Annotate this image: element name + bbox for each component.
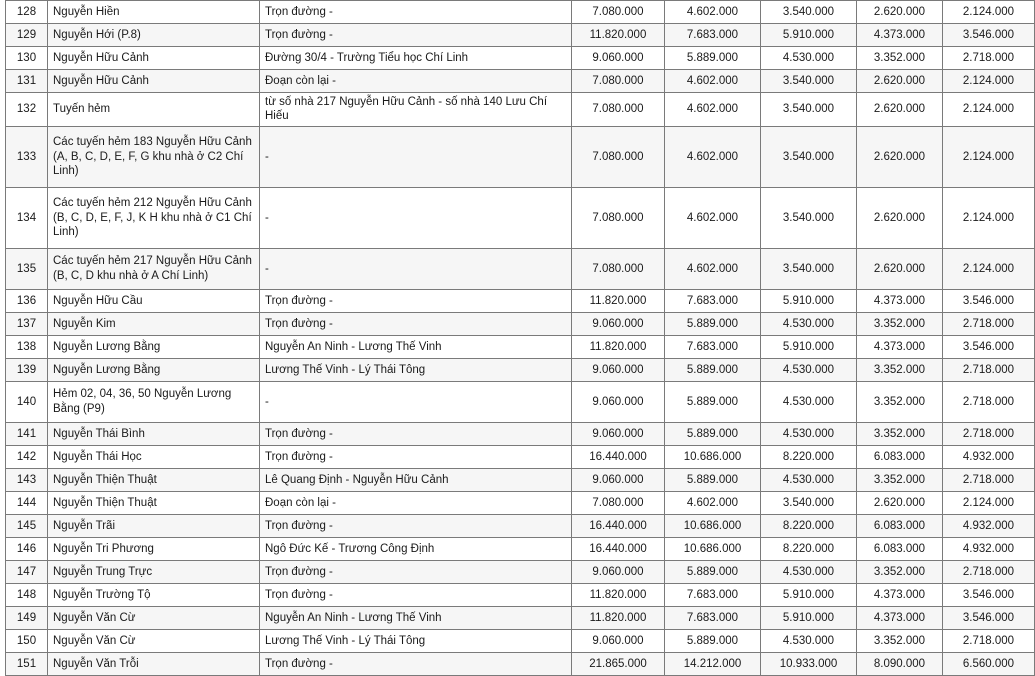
cell-price-position-5: 2.124.000 bbox=[943, 1, 1035, 24]
cell-price-position-2: 7.683.000 bbox=[665, 606, 761, 629]
cell-segment: - bbox=[260, 381, 572, 422]
cell-stt: 145 bbox=[6, 514, 48, 537]
cell-price-position-3: 3.540.000 bbox=[761, 93, 857, 127]
cell-price-position-5: 3.546.000 bbox=[943, 583, 1035, 606]
cell-price-position-4: 6.083.000 bbox=[857, 445, 943, 468]
cell-stt: 151 bbox=[6, 652, 48, 675]
table-row bbox=[6, 248, 1035, 289]
cell-price-position-2: 4.602.000 bbox=[665, 93, 761, 127]
cell-price-position-2: 5.889.000 bbox=[665, 47, 761, 70]
cell-price-position-4: 2.620.000 bbox=[857, 248, 943, 289]
table-row bbox=[6, 70, 1035, 93]
cell-segment: Ngô Đức Kế - Trương Công Định bbox=[260, 537, 572, 560]
cell-street-name: Nguyễn Hữu Cảnh bbox=[48, 70, 260, 93]
cell-price-position-5: 2.718.000 bbox=[943, 381, 1035, 422]
cell-stt: 139 bbox=[6, 358, 48, 381]
cell-price-position-3: 3.540.000 bbox=[761, 126, 857, 187]
cell-price-position-5: 6.560.000 bbox=[943, 652, 1035, 675]
cell-price-position-1: 9.060.000 bbox=[572, 47, 665, 70]
cell-price-position-2: 5.889.000 bbox=[665, 468, 761, 491]
cell-segment: Nguyễn An Ninh - Lương Thế Vinh bbox=[260, 606, 572, 629]
cell-price-position-1: 21.865.000 bbox=[572, 652, 665, 675]
cell-stt: 147 bbox=[6, 560, 48, 583]
cell-price-position-1: 11.820.000 bbox=[572, 24, 665, 47]
cell-stt: 146 bbox=[6, 537, 48, 560]
cell-price-position-1: 7.080.000 bbox=[572, 93, 665, 127]
cell-segment: Đoạn còn lại - bbox=[260, 70, 572, 93]
cell-street-name: Nguyễn Hữu Cầu bbox=[48, 289, 260, 312]
table-row bbox=[6, 289, 1035, 312]
table-body bbox=[6, 1, 1035, 676]
cell-segment: Trọn đường - bbox=[260, 583, 572, 606]
cell-price-position-1: 7.080.000 bbox=[572, 70, 665, 93]
cell-price-position-5: 2.718.000 bbox=[943, 468, 1035, 491]
cell-price-position-5: 4.932.000 bbox=[943, 514, 1035, 537]
table-row bbox=[6, 47, 1035, 70]
cell-price-position-2: 5.889.000 bbox=[665, 560, 761, 583]
cell-price-position-3: 5.910.000 bbox=[761, 606, 857, 629]
cell-stt: 143 bbox=[6, 468, 48, 491]
cell-street-name: Nguyễn Tri Phương bbox=[48, 537, 260, 560]
cell-segment: từ số nhà 217 Nguyễn Hữu Cảnh - số nhà 140 Lưu Chí Hiếu bbox=[260, 93, 572, 127]
cell-segment: - bbox=[260, 248, 572, 289]
cell-price-position-4: 3.352.000 bbox=[857, 560, 943, 583]
cell-price-position-1: 7.080.000 bbox=[572, 491, 665, 514]
cell-price-position-4: 3.352.000 bbox=[857, 312, 943, 335]
cell-price-position-3: 3.540.000 bbox=[761, 491, 857, 514]
table-row bbox=[6, 560, 1035, 583]
cell-stt: 141 bbox=[6, 422, 48, 445]
cell-price-position-3: 5.910.000 bbox=[761, 24, 857, 47]
cell-price-position-1: 9.060.000 bbox=[572, 560, 665, 583]
cell-price-position-2: 4.602.000 bbox=[665, 491, 761, 514]
cell-price-position-4: 3.352.000 bbox=[857, 381, 943, 422]
cell-segment: Trọn đường - bbox=[260, 445, 572, 468]
cell-price-position-1: 11.820.000 bbox=[572, 583, 665, 606]
cell-price-position-3: 4.530.000 bbox=[761, 468, 857, 491]
cell-stt: 142 bbox=[6, 445, 48, 468]
cell-price-position-3: 4.530.000 bbox=[761, 358, 857, 381]
cell-segment: - bbox=[260, 187, 572, 248]
cell-price-position-1: 7.080.000 bbox=[572, 1, 665, 24]
cell-price-position-5: 2.718.000 bbox=[943, 629, 1035, 652]
cell-price-position-5: 2.124.000 bbox=[943, 248, 1035, 289]
cell-segment: Trọn đường - bbox=[260, 514, 572, 537]
cell-street-name: Nguyễn Hới (P.8) bbox=[48, 24, 260, 47]
cell-stt: 150 bbox=[6, 629, 48, 652]
cell-price-position-3: 4.530.000 bbox=[761, 47, 857, 70]
cell-stt: 148 bbox=[6, 583, 48, 606]
cell-stt: 131 bbox=[6, 70, 48, 93]
table-row bbox=[6, 24, 1035, 47]
cell-price-position-1: 11.820.000 bbox=[572, 606, 665, 629]
cell-price-position-3: 3.540.000 bbox=[761, 248, 857, 289]
cell-segment: Trọn đường - bbox=[260, 1, 572, 24]
cell-price-position-3: 4.530.000 bbox=[761, 629, 857, 652]
cell-price-position-4: 2.620.000 bbox=[857, 126, 943, 187]
cell-price-position-4: 3.352.000 bbox=[857, 422, 943, 445]
cell-price-position-4: 2.620.000 bbox=[857, 491, 943, 514]
cell-price-position-5: 2.124.000 bbox=[943, 70, 1035, 93]
cell-price-position-2: 10.686.000 bbox=[665, 537, 761, 560]
cell-street-name: Nguyễn Văn Cừ bbox=[48, 606, 260, 629]
cell-price-position-1: 9.060.000 bbox=[572, 422, 665, 445]
cell-street-name: Nguyễn Thiện Thuật bbox=[48, 468, 260, 491]
cell-street-name: Nguyễn Thái Học bbox=[48, 445, 260, 468]
cell-price-position-4: 4.373.000 bbox=[857, 335, 943, 358]
cell-segment: Đoạn còn lại - bbox=[260, 491, 572, 514]
cell-price-position-5: 2.124.000 bbox=[943, 187, 1035, 248]
cell-stt: 144 bbox=[6, 491, 48, 514]
cell-segment: Đường 30/4 - Trường Tiểu học Chí Linh bbox=[260, 47, 572, 70]
cell-street-name: Nguyễn Kim bbox=[48, 312, 260, 335]
cell-segment: Trọn đường - bbox=[260, 289, 572, 312]
cell-price-position-1: 16.440.000 bbox=[572, 537, 665, 560]
cell-price-position-3: 4.530.000 bbox=[761, 560, 857, 583]
cell-street-name: Nguyễn Hữu Cảnh bbox=[48, 47, 260, 70]
cell-price-position-3: 4.530.000 bbox=[761, 381, 857, 422]
cell-street-name: Các tuyến hẻm 212 Nguyễn Hữu Cảnh (B, C, D, E, F, J, K H khu nhà ở C1 Chí Linh) bbox=[48, 187, 260, 248]
cell-segment: Trọn đường - bbox=[260, 422, 572, 445]
cell-street-name: Hẻm 02, 04, 36, 50 Nguyễn Lương Bằng (P9) bbox=[48, 381, 260, 422]
cell-price-position-1: 7.080.000 bbox=[572, 187, 665, 248]
cell-price-position-1: 11.820.000 bbox=[572, 335, 665, 358]
cell-price-position-5: 2.718.000 bbox=[943, 312, 1035, 335]
cell-price-position-1: 9.060.000 bbox=[572, 381, 665, 422]
cell-stt: 140 bbox=[6, 381, 48, 422]
cell-stt: 129 bbox=[6, 24, 48, 47]
cell-price-position-4: 4.373.000 bbox=[857, 24, 943, 47]
cell-price-position-2: 10.686.000 bbox=[665, 445, 761, 468]
cell-stt: 138 bbox=[6, 335, 48, 358]
table-row bbox=[6, 606, 1035, 629]
cell-price-position-5: 3.546.000 bbox=[943, 606, 1035, 629]
table-row bbox=[6, 468, 1035, 491]
cell-price-position-4: 2.620.000 bbox=[857, 187, 943, 248]
cell-stt: 135 bbox=[6, 248, 48, 289]
table-row bbox=[6, 335, 1035, 358]
cell-segment: Trọn đường - bbox=[260, 24, 572, 47]
cell-price-position-1: 11.820.000 bbox=[572, 289, 665, 312]
cell-price-position-5: 2.718.000 bbox=[943, 47, 1035, 70]
table-row bbox=[6, 1, 1035, 24]
cell-stt: 134 bbox=[6, 187, 48, 248]
cell-price-position-1: 9.060.000 bbox=[572, 468, 665, 491]
cell-price-position-4: 3.352.000 bbox=[857, 468, 943, 491]
cell-street-name: Nguyễn Văn Trỗi bbox=[48, 652, 260, 675]
table-row bbox=[6, 514, 1035, 537]
cell-price-position-4: 6.083.000 bbox=[857, 514, 943, 537]
cell-segment: - bbox=[260, 126, 572, 187]
cell-price-position-2: 5.889.000 bbox=[665, 381, 761, 422]
cell-price-position-1: 7.080.000 bbox=[572, 248, 665, 289]
cell-price-position-2: 7.683.000 bbox=[665, 24, 761, 47]
cell-stt: 149 bbox=[6, 606, 48, 629]
cell-stt: 128 bbox=[6, 1, 48, 24]
cell-street-name: Nguyễn Trường Tộ bbox=[48, 583, 260, 606]
cell-price-position-2: 4.602.000 bbox=[665, 248, 761, 289]
table-row bbox=[6, 445, 1035, 468]
cell-street-name: Các tuyến hẻm 183 Nguyễn Hữu Cảnh (A, B, C, D, E, F, G khu nhà ở C2 Chí Linh) bbox=[48, 126, 260, 187]
cell-price-position-4: 3.352.000 bbox=[857, 47, 943, 70]
cell-price-position-2: 5.889.000 bbox=[665, 312, 761, 335]
cell-price-position-3: 4.530.000 bbox=[761, 422, 857, 445]
cell-segment: Lê Quang Định - Nguyễn Hữu Cảnh bbox=[260, 468, 572, 491]
cell-price-position-1: 16.440.000 bbox=[572, 514, 665, 537]
cell-price-position-5: 2.718.000 bbox=[943, 422, 1035, 445]
cell-price-position-4: 6.083.000 bbox=[857, 537, 943, 560]
cell-price-position-5: 3.546.000 bbox=[943, 24, 1035, 47]
cell-price-position-3: 5.910.000 bbox=[761, 289, 857, 312]
cell-stt: 136 bbox=[6, 289, 48, 312]
land-price-table bbox=[5, 0, 1035, 676]
cell-price-position-3: 8.220.000 bbox=[761, 445, 857, 468]
cell-segment: Nguyễn An Ninh - Lương Thế Vinh bbox=[260, 335, 572, 358]
table-row bbox=[6, 126, 1035, 187]
cell-price-position-5: 4.932.000 bbox=[943, 537, 1035, 560]
cell-price-position-1: 9.060.000 bbox=[572, 312, 665, 335]
table-row bbox=[6, 422, 1035, 445]
table-row bbox=[6, 629, 1035, 652]
cell-price-position-5: 3.546.000 bbox=[943, 335, 1035, 358]
cell-stt: 133 bbox=[6, 126, 48, 187]
cell-price-position-3: 3.540.000 bbox=[761, 70, 857, 93]
cell-price-position-4: 3.352.000 bbox=[857, 358, 943, 381]
cell-price-position-2: 7.683.000 bbox=[665, 289, 761, 312]
cell-price-position-3: 8.220.000 bbox=[761, 514, 857, 537]
cell-price-position-1: 9.060.000 bbox=[572, 629, 665, 652]
cell-price-position-2: 14.212.000 bbox=[665, 652, 761, 675]
table-row bbox=[6, 187, 1035, 248]
cell-price-position-4: 8.090.000 bbox=[857, 652, 943, 675]
cell-price-position-4: 2.620.000 bbox=[857, 70, 943, 93]
cell-price-position-2: 5.889.000 bbox=[665, 422, 761, 445]
cell-street-name: Nguyễn Trung Trực bbox=[48, 560, 260, 583]
cell-street-name: Tuyến hẻm bbox=[48, 93, 260, 127]
cell-price-position-2: 5.889.000 bbox=[665, 358, 761, 381]
cell-street-name: Nguyễn Văn Cừ bbox=[48, 629, 260, 652]
table-row bbox=[6, 491, 1035, 514]
cell-street-name: Các tuyến hẻm 217 Nguyễn Hữu Cảnh (B, C, D khu nhà ở A Chí Linh) bbox=[48, 248, 260, 289]
cell-price-position-2: 4.602.000 bbox=[665, 1, 761, 24]
cell-price-position-5: 3.546.000 bbox=[943, 289, 1035, 312]
cell-price-position-3: 10.933.000 bbox=[761, 652, 857, 675]
cell-stt: 130 bbox=[6, 47, 48, 70]
cell-price-position-5: 2.124.000 bbox=[943, 93, 1035, 127]
cell-segment: Trọn đường - bbox=[260, 560, 572, 583]
cell-price-position-2: 4.602.000 bbox=[665, 187, 761, 248]
cell-price-position-3: 5.910.000 bbox=[761, 583, 857, 606]
cell-price-position-2: 7.683.000 bbox=[665, 335, 761, 358]
cell-price-position-4: 4.373.000 bbox=[857, 289, 943, 312]
table-row bbox=[6, 312, 1035, 335]
cell-price-position-4: 3.352.000 bbox=[857, 629, 943, 652]
cell-price-position-2: 10.686.000 bbox=[665, 514, 761, 537]
table-row bbox=[6, 93, 1035, 127]
table-row bbox=[6, 537, 1035, 560]
cell-price-position-2: 7.683.000 bbox=[665, 583, 761, 606]
cell-price-position-4: 2.620.000 bbox=[857, 1, 943, 24]
cell-price-position-1: 7.080.000 bbox=[572, 126, 665, 187]
cell-price-position-3: 5.910.000 bbox=[761, 335, 857, 358]
cell-segment: Lương Thế Vinh - Lý Thái Tông bbox=[260, 358, 572, 381]
cell-price-position-4: 2.620.000 bbox=[857, 93, 943, 127]
cell-price-position-3: 3.540.000 bbox=[761, 1, 857, 24]
cell-street-name: Nguyễn Trãi bbox=[48, 514, 260, 537]
cell-price-position-2: 4.602.000 bbox=[665, 70, 761, 93]
cell-price-position-3: 3.540.000 bbox=[761, 187, 857, 248]
cell-street-name: Nguyễn Lương Bằng bbox=[48, 335, 260, 358]
cell-stt: 132 bbox=[6, 93, 48, 127]
cell-price-position-5: 2.718.000 bbox=[943, 560, 1035, 583]
cell-segment: Trọn đường - bbox=[260, 652, 572, 675]
cell-street-name: Nguyễn Lương Bằng bbox=[48, 358, 260, 381]
cell-price-position-4: 4.373.000 bbox=[857, 583, 943, 606]
cell-price-position-5: 2.124.000 bbox=[943, 126, 1035, 187]
cell-price-position-3: 4.530.000 bbox=[761, 312, 857, 335]
cell-price-position-1: 9.060.000 bbox=[572, 358, 665, 381]
cell-price-position-2: 5.889.000 bbox=[665, 629, 761, 652]
cell-price-position-1: 16.440.000 bbox=[572, 445, 665, 468]
cell-price-position-5: 4.932.000 bbox=[943, 445, 1035, 468]
cell-price-position-2: 4.602.000 bbox=[665, 126, 761, 187]
table-row bbox=[6, 652, 1035, 675]
cell-price-position-4: 4.373.000 bbox=[857, 606, 943, 629]
cell-street-name: Nguyễn Thái Bình bbox=[48, 422, 260, 445]
cell-price-position-5: 2.124.000 bbox=[943, 491, 1035, 514]
table-row bbox=[6, 381, 1035, 422]
cell-price-position-3: 8.220.000 bbox=[761, 537, 857, 560]
table-row bbox=[6, 358, 1035, 381]
cell-segment: Lương Thế Vinh - Lý Thái Tông bbox=[260, 629, 572, 652]
cell-street-name: Nguyễn Hiền bbox=[48, 1, 260, 24]
table-row bbox=[6, 583, 1035, 606]
cell-segment: Trọn đường - bbox=[260, 312, 572, 335]
cell-stt: 137 bbox=[6, 312, 48, 335]
cell-price-position-5: 2.718.000 bbox=[943, 358, 1035, 381]
cell-street-name: Nguyễn Thiện Thuật bbox=[48, 491, 260, 514]
